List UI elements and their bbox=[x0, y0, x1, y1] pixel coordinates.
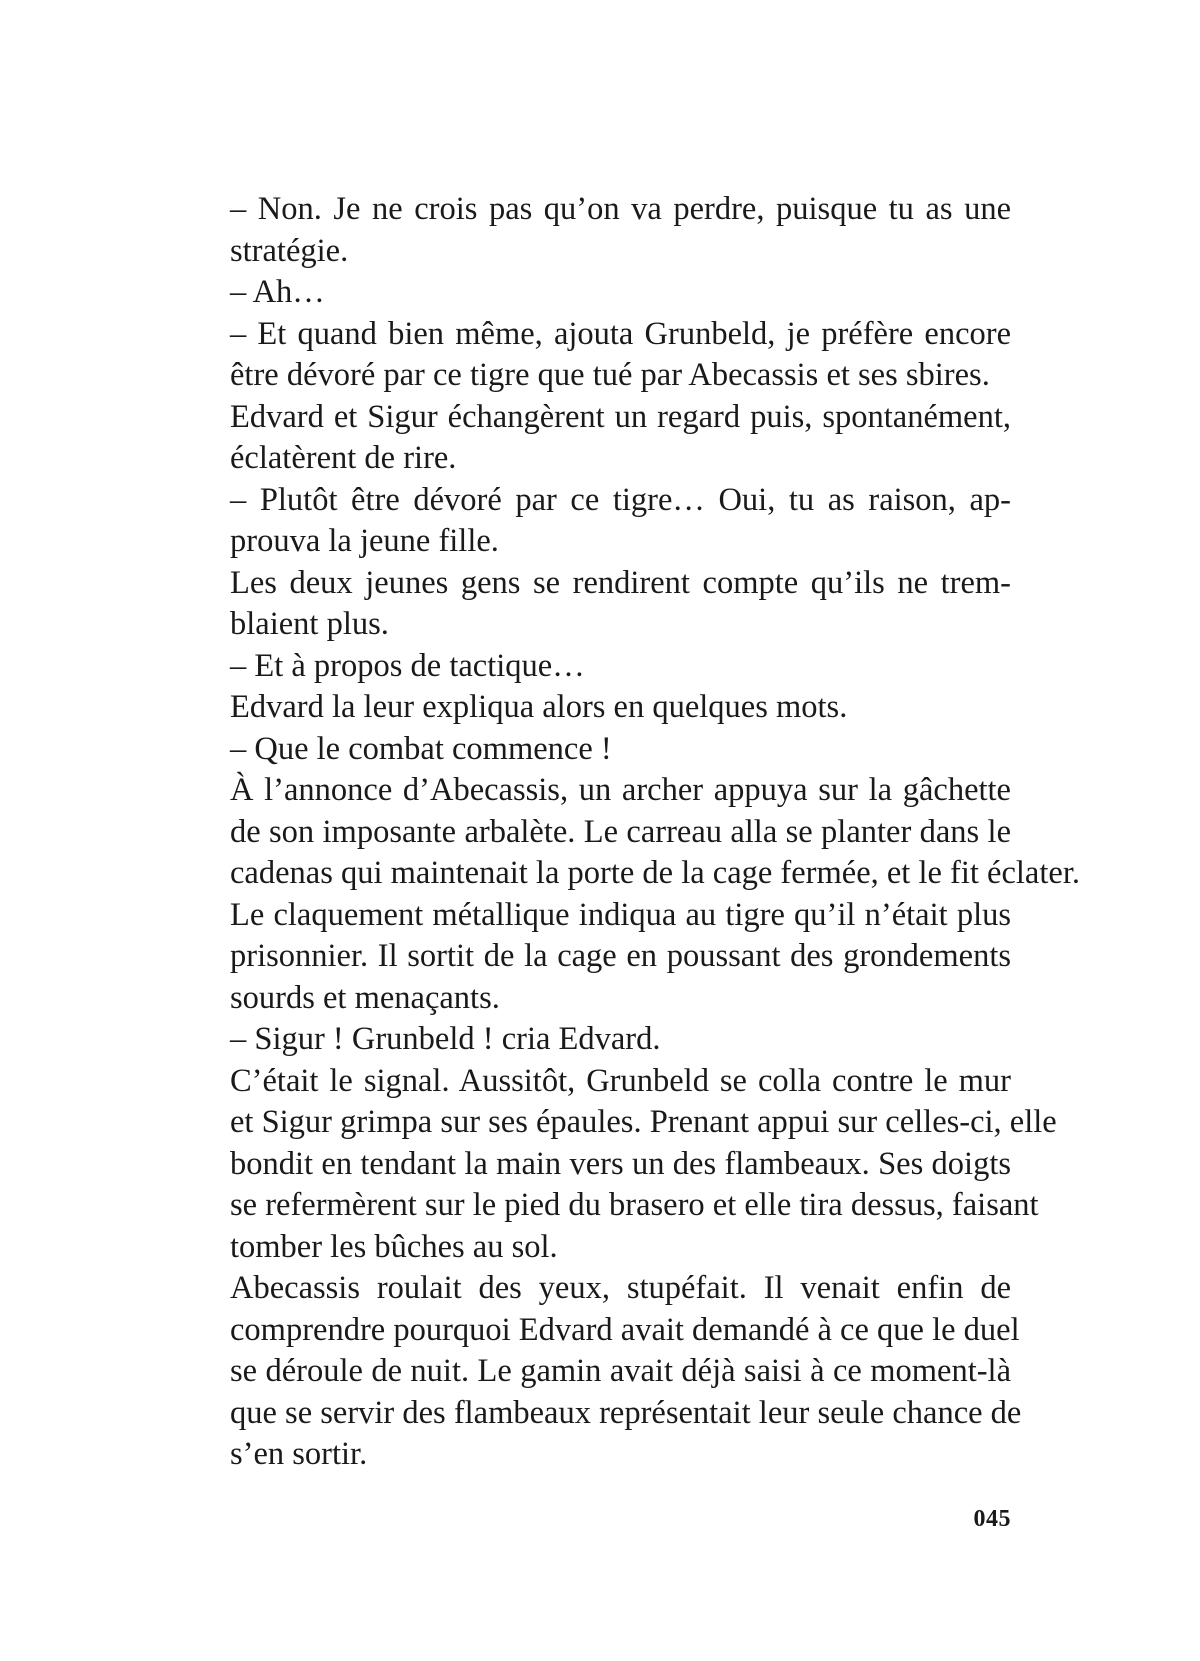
text-line: Edvard la leur expliqua alors en quelques mots. bbox=[230, 689, 848, 725]
text-line: bondit en tendant la main vers un des flambeaux. Ses doigts bbox=[230, 1145, 1011, 1182]
text-line: sourds et menaçants. bbox=[230, 979, 500, 1016]
paragraph bbox=[183, 729, 1011, 771]
text-line: – Et à propos de tactique… bbox=[230, 647, 585, 684]
text-line: s’en sortir. bbox=[230, 1436, 368, 1472]
text-line: cadenas qui maintenait la porte de la cage fermée, et le fit éclater. bbox=[230, 855, 1080, 891]
text-line: et Sigur grimpa sur ses épaules. Prenant appui sur celles-ci, elle bbox=[230, 1104, 1057, 1140]
paragraph bbox=[183, 770, 1080, 895]
text-line: prouva la jeune fille. bbox=[230, 523, 499, 559]
text-line: être dévoré par ce tigre que tué par Abecassis et ses sbires. bbox=[230, 357, 990, 393]
text-line: – Non. Je ne crois pas qu’on va perdre, puisque tu as une bbox=[230, 191, 1011, 227]
text-line: – Plutôt être dévoré par ce tigre… Oui, tu as raison, ap- bbox=[230, 481, 1011, 518]
text-line: – Que le combat commence ! bbox=[230, 730, 612, 767]
paragraph bbox=[183, 272, 1011, 314]
text-line: Le claquement métallique indiqua au tigre qu’il n’était plus bbox=[230, 896, 1011, 933]
text-line: tomber les bûches au sol. bbox=[230, 1228, 558, 1265]
text-line: – Et quand bien même, ajouta Grunbeld, je préfère encore bbox=[230, 315, 1011, 352]
text-line: se refermèrent sur le pied du brasero et elle tira dessus, faisant bbox=[230, 1187, 1039, 1223]
body-text bbox=[183, 189, 1080, 1476]
text-line: C’était le signal. Aussitôt, Grunbeld se colla contre le mur bbox=[230, 1062, 1011, 1099]
text-line: À l’annonce d’Abecassis, un archer appuya sur la gâchette bbox=[230, 772, 1011, 808]
text-line: se déroule de nuit. Le gamin avait déjà saisi à ce moment-là bbox=[230, 1353, 1011, 1389]
text-line: Edvard et Sigur échangèrent un regard puis, spontanément, bbox=[230, 398, 1011, 435]
text-line: prisonnier. Il sortit de la cage en poussant des grondements bbox=[230, 938, 1011, 974]
paragraph bbox=[183, 397, 1011, 480]
text-line: que se servir des flambeaux représentait leur seule chance de bbox=[230, 1394, 1022, 1431]
paragraph bbox=[183, 687, 1011, 729]
text-line: comprendre pourquoi Edvard avait demandé à ce que le duel bbox=[230, 1311, 1020, 1348]
paragraph bbox=[183, 895, 1011, 1020]
text-line: blaient plus. bbox=[230, 606, 389, 642]
text-line: – Ah… bbox=[230, 274, 325, 310]
paragraph bbox=[183, 646, 1011, 688]
text-line: Abecassis roulait des yeux, stupéfait. Il venait enfin de bbox=[230, 1270, 1011, 1306]
paragraph bbox=[183, 1061, 1057, 1269]
paragraph bbox=[183, 563, 1011, 646]
text-line: stratégie. bbox=[230, 232, 349, 269]
paragraph bbox=[183, 314, 1011, 397]
paragraph bbox=[183, 1268, 1022, 1476]
page-number: 045 bbox=[973, 1506, 1011, 1532]
text-line: de son imposante arbalète. Le carreau alla se planter dans le bbox=[230, 813, 1011, 850]
text-line: éclatèrent de rire. bbox=[230, 440, 457, 476]
paragraph bbox=[183, 189, 1011, 272]
text-line: – Sigur ! Grunbeld ! cria Edvard. bbox=[230, 1021, 661, 1057]
text-line: Les deux jeunes gens se rendirent compte qu’ils ne trem- bbox=[230, 564, 1011, 601]
paragraph bbox=[183, 480, 1011, 563]
paragraph bbox=[183, 1019, 1011, 1061]
